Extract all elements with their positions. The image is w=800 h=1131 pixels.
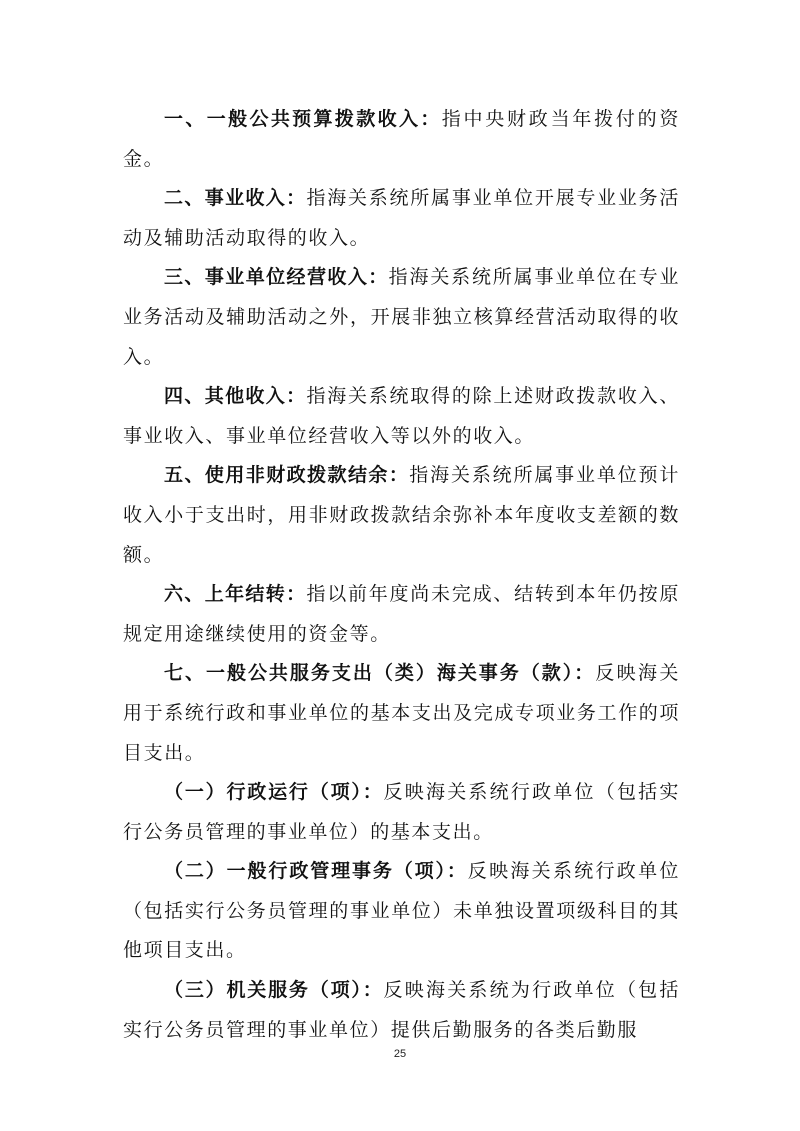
definition-text: 反映海关系统为行政单位（包括实行公务员管理的事业单位）提供后勤服务的各类后勤服 [123, 979, 680, 1041]
definition-text: 反映海关系统行政单位（包括实行公务员管理的事业单位）未单独设置项级科目的其他项目支出。 [123, 860, 680, 962]
definition-paragraph [123, 654, 680, 773]
page-number: 25 [393, 1048, 407, 1060]
definition-term: （一）行政运行（项）： [164, 781, 384, 804]
definition-text: 指海关系统所属事业单位开展专业业务活动及辅助活动取得的收入。 [123, 187, 680, 249]
definition-paragraph [123, 575, 680, 654]
definition-text: 指海关系统所属事业单位在专业业务活动及辅助活动之外，开展非独立核算经营活动取得的收入。 [123, 266, 680, 368]
definition-paragraph [123, 773, 680, 852]
definition-term: 七、一般公共服务支出（类）海关事务（款）： [164, 662, 596, 685]
definition-term: 三、事业单位经营收入： [164, 266, 389, 289]
definition-paragraph [123, 179, 680, 258]
definition-term: 一、一般公共预算拨款收入： [164, 108, 442, 130]
definition-text: 反映海关系统行政单位（包括实行公务员管理的事业单位）的基本支出。 [123, 781, 680, 843]
definition-paragraph [123, 377, 680, 456]
definition-text: 指海关系统所属事业单位预计收入小于支出时，用非财政拨款结余弥补本年度收支差额的数额。 [123, 464, 680, 566]
definition-term: 四、其他收入： [164, 385, 307, 408]
definition-paragraph [123, 971, 680, 1050]
definition-term: 六、上年结转： [164, 583, 307, 606]
definition-text: 指以前年度尚未完成、结转到本年仍按原规定用途继续使用的资金等。 [123, 583, 680, 645]
definition-paragraph [123, 100, 680, 179]
definition-paragraph [123, 258, 680, 377]
definition-text: 指海关系统取得的除上述财政拨款收入、事业收入、事业单位经营收入等以外的收入。 [123, 385, 680, 447]
definition-term: （二）一般行政管理事务（项）： [164, 860, 468, 883]
definition-term: （三）机关服务（项）： [164, 979, 384, 1002]
definition-term: 二、事业收入： [164, 187, 307, 210]
definition-paragraph [123, 456, 680, 575]
definition-term: 五、使用非财政拨款结余： [164, 464, 410, 487]
definition-paragraph [123, 852, 680, 971]
definition-text: 反映海关用于系统行政和事业单位的基本支出及完成专项业务工作的项目支出。 [123, 662, 680, 764]
document-body [123, 100, 680, 1050]
definition-text: 指中央财政当年拨付的资金。 [123, 108, 680, 170]
